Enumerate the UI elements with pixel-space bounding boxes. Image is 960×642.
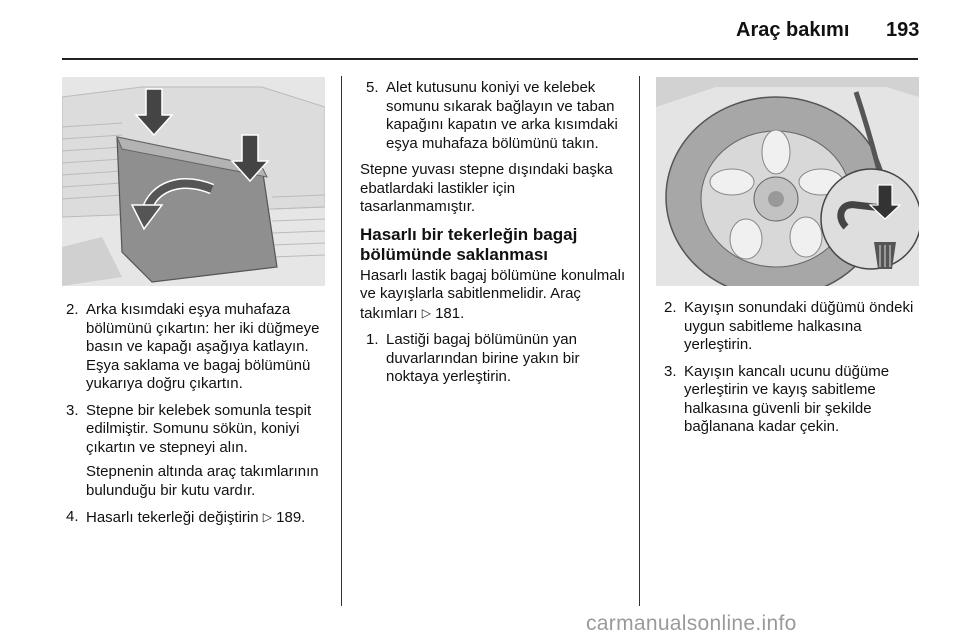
list-item (366, 331, 626, 387)
paragraph-text: Hasarlı lastik bagaj bölümüne konulmalı ve kayışlarla sabitlenmelidir. Araç takımları (360, 266, 626, 322)
figure-wheel-strap (656, 77, 919, 286)
list-item (66, 402, 328, 458)
list-number: 3. (664, 362, 677, 380)
list-text: Alet kutusunu koniyi ve kelebek somunu sıkarak bağlayın ve taban kapağını kapatın ve arka kısımdaki eşya muhafaza bölümünü takın. (386, 79, 618, 152)
page-reference[interactable]: 181. (435, 304, 465, 322)
sub-paragraph: Stepnenin altında araç takımlarının bulunduğu bir kutu vardır. (86, 463, 319, 499)
list-text: Lastiği bagaj bölümünün yan duvarlarından birine yakın bir noktaya yerleştirin. (386, 331, 580, 385)
column-divider-2 (639, 76, 640, 606)
section-heading: Hasarlı bir tekerleğin bagaj bölümünde saklanması (360, 224, 578, 264)
paragraph: Stepne yuvası stepne dışındaki başka ebatlardaki lastikler için tasarlanmamıştır. (360, 161, 613, 215)
paragraph (360, 267, 626, 324)
column-divider-1 (341, 76, 342, 606)
column-2 (360, 79, 626, 395)
column-1 (66, 301, 328, 536)
header-rule (62, 58, 918, 60)
page-header-title: Araç bakımı (736, 19, 850, 41)
list-item (66, 301, 328, 394)
list-text: Hasarlı tekerleği değiştirin (86, 509, 259, 526)
list-number: 2. (66, 301, 79, 318)
page-reference-arrow-icon: ▷ (262, 510, 272, 524)
list-item (366, 79, 626, 153)
list-text: Arka kısımdaki eşya muhafaza bölümünü çıkartın: her iki düğmeye basın ve kapağı aşağıya katlayın. Eşya saklama ve bagaj bölümünü yukarıya doğru çıkartın. (86, 301, 320, 392)
page-number: 193 (886, 19, 920, 41)
list-number: 3. (66, 401, 79, 419)
list-number: 4. (66, 508, 79, 525)
list-item (66, 508, 328, 528)
page-reference-arrow-icon: ▷ (421, 305, 431, 320)
list-number: 5. (366, 79, 379, 96)
figure-storage-cover (62, 77, 325, 286)
list-text: Kayışın sonundaki düğümü öndeki uygun sabitleme halkasına yerleştirin. (684, 299, 914, 353)
list-number: 2. (664, 299, 677, 316)
page-reference[interactable]: 189. (276, 509, 306, 526)
column-3 (664, 299, 926, 445)
watermark: carmanualsonline.info (586, 612, 797, 635)
list-number: 1. (366, 331, 379, 348)
list-text: Kayışın kancalı ucunu düğüme yerleştirin ve kayış sabitleme halkasına güvenli bir şekilde bağlanana kadar çekin. (684, 362, 890, 435)
list-text: Stepne bir kelebek somunla tespit edilmiştir. Somunu sökün, koniyi çıkartın ve stepneyi alın. (86, 401, 312, 456)
list-item (664, 299, 926, 355)
list-item (664, 363, 926, 437)
